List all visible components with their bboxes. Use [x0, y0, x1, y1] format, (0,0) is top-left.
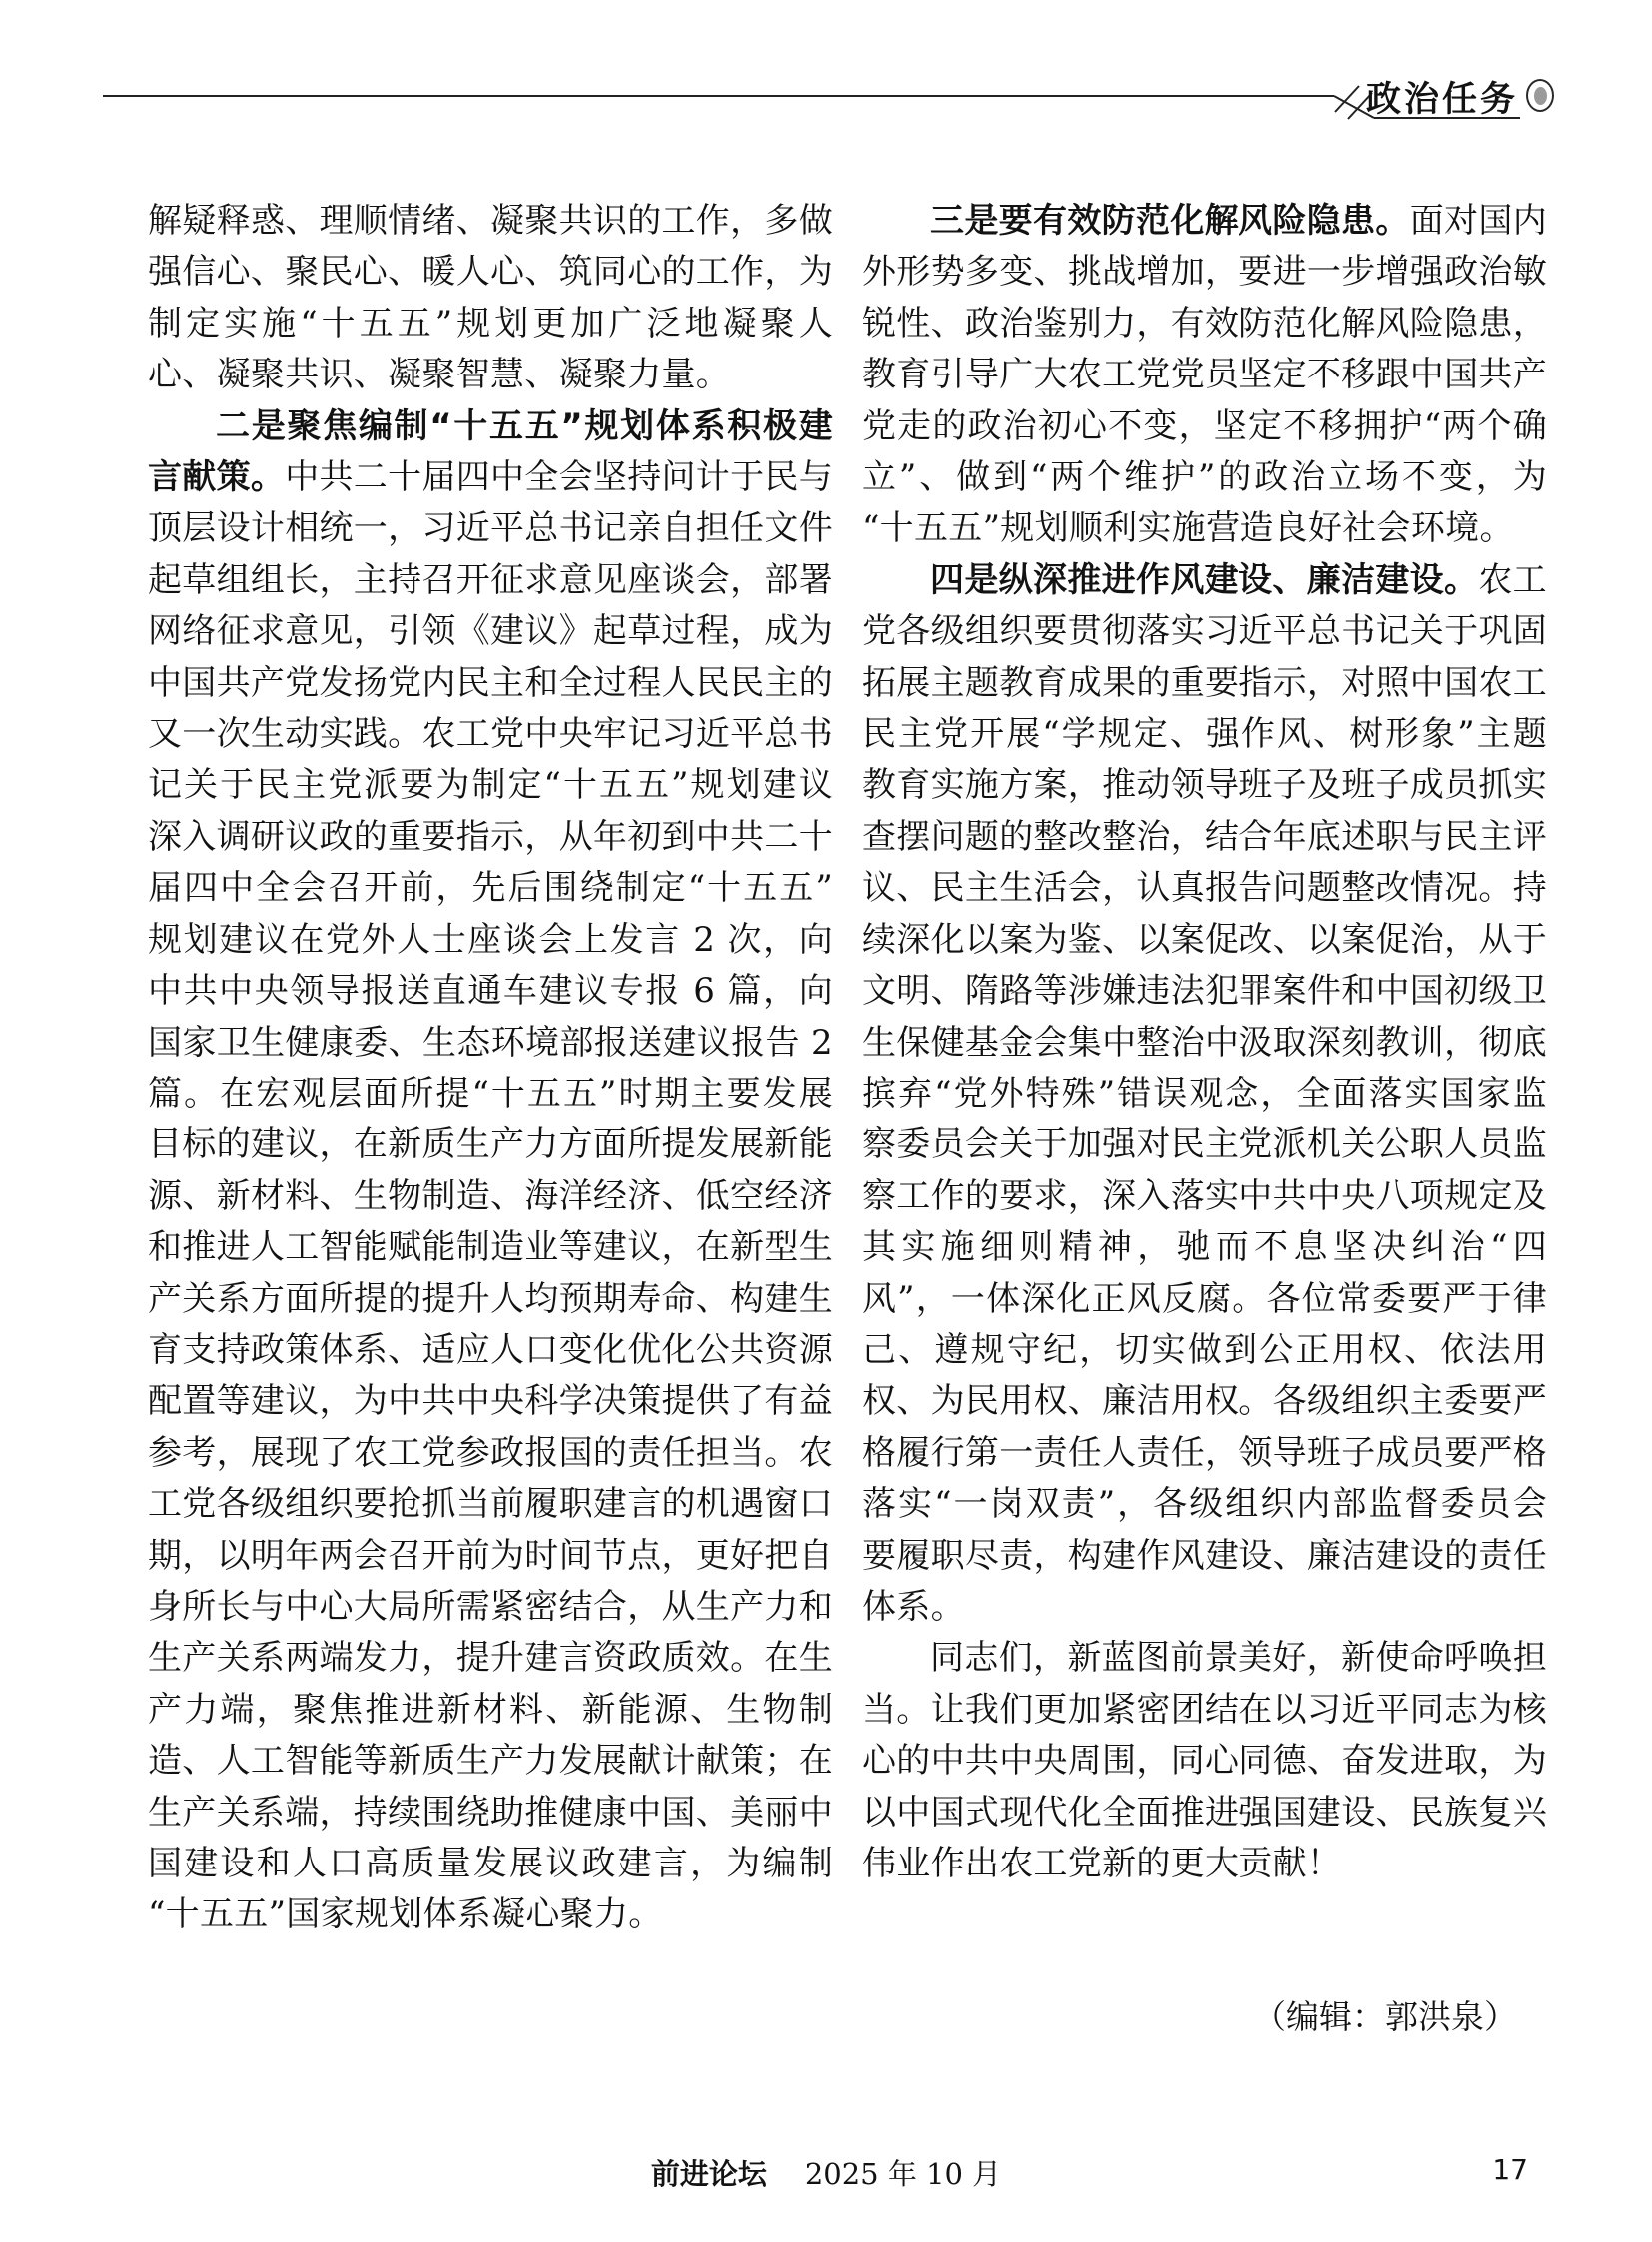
editor-note: （编辑：郭洪泉）	[1253, 1997, 1517, 2036]
paragraph: 三是要有效防范化解风险隐患。面对国内外形势多变、挑战增加，要进一步增强政治敏锐性、政治鉴别力，有效防范化解风险隐患，教育引导广大农工党党员坚定不移跟中国共产党走的政治初心不变，坚定不移拥护“两个确立”、做到“两个维护”的政治立场不变，为“十五五”规划顺利实施营造良好社会环境。	[862, 201, 1548, 549]
footer	[651, 2152, 1001, 2193]
article-column-right	[862, 196, 1547, 1889]
paragraph-lead: 二是聚焦编制“十五五”规划体系积极建言献策。	[148, 405, 833, 498]
paragraph-lead: 四是纵深推进作风建设、廉洁建设。	[930, 559, 1479, 600]
paragraph: 二是聚焦编制“十五五”规划体系积极建言献策。中共二十届四中全会坚持问计于民与顶层设计相统一，习近平总书记亲自担任文件起草组组长，主持召开征求意见座谈会，部署网络征求意见，引领《建议》起草过程，成为中国共产党发扬党内民主和全过程人民民主的又一次生动实践。农工党中央牢记习近平总书记关于民主党派要为制定“十五五”规划建议深入调研议政的重要指示，从年初到中共二十届四中全会召开前，先后围绕制定“十五五”规划建议在党外人士座谈会上发言 2 次，向中共中央领导报送直通车建议专报 6 篇，向国家卫生健康委、生态环境部报送建议报告 2 篇。在宏观层面所提“十五五”时期主要发展目标的建议，在新质生产力方面所提发展新能源、新材料、生物制造、海洋经济、低空经济和推进人工智能赋能制造业等建议，在新型生产关系方面所提的提升人均预期寿命、构建生育支持政策体系、适应人口变化优化公共资源配置等建议，为中共中央科学决策提供了有益参考，展现了农工党参政报国的责任担当。农工党各级组织要抢抓当前履职建言的机遇窗口期，以明年两会召开前为时间节点，更好把自身所长与中心大局所需紧密结合，从生产力和生产关系两端发力，提升建言资政质效。在生产力端，聚焦推进新材料、新能源、生物制造、人工智能等新质生产力发展献计献策；在生产关系端，持续围绕助推健康中国、美丽中国建设和人口高质量发展议政建言，为编制“十五五”国家规划体系凝心聚力。	[148, 405, 834, 1935]
paragraph: 同志们，新蓝图前景美好，新使命呼唤担当。让我们更加紧密团结在以习近平同志为核心的中共中央周围，同心同德、奋发进取，为以中国式现代化全面推进强国建设、民族复兴伟业作出农工党新的更大贡献！	[862, 1638, 1547, 1883]
paragraph-lead: 三是要有效防范化解风险隐患。	[930, 201, 1410, 241]
paragraph: 四是纵深推进作风建设、廉洁建设。农工党各级组织要贯彻落实习近平总书记关于巩固拓展主题教育成果的重要指示，对照中国农工民主党开展“学规定、强作风、树形象”主题教育实施方案，推动领导班子及班子成员抓实查摆问题的整改整治，结合年底述职与民主评议、民主生活会，认真报告问题整改情况。持续深化以案为鉴、以案促改、以案促治，从于文明、隋路等涉嫌违法犯罪案件和中国初级卫生保健基金会集中整治中汲取深刻教训，彻底摈弃“党外特殊”错误观念，全面落实国家监察委员会关于加强对民主党派机关公职人员监察工作的要求，深入落实中共中央八项规定及其实施细则精神，驰而不息坚决纠治“四风”，一体深化正风反腐。各位常委要严于律己、遵规守纪，切实做到公正用权、依法用权、为民用权、廉洁用权。各级组织主委要严格履行第一责任人责任，领导班子成员要严格落实“一岗双责”，各级组织内部监督委员会要履职尽责，构建作风建设、廉洁建设的责任体系。	[862, 559, 1547, 1627]
footer-page-number: 17	[1492, 2153, 1528, 2186]
footer-journal-name: 前进论坛	[650, 2157, 767, 2191]
section-bullet-dot	[1534, 87, 1547, 105]
section-bullet-icon	[1526, 79, 1554, 112]
article-column-left	[148, 196, 833, 1941]
section-label: 政治任务	[1365, 79, 1518, 120]
paragraph: 解疑释惑、理顺情绪、凝聚共识的工作，多做强信心、聚民心、暖人心、筑同心的工作，为制定实施“十五五”规划更加广泛地凝聚人心、凝聚共识、凝聚智慧、凝聚力量。	[148, 201, 833, 395]
footer-issue-date: 2025 年 10 月	[804, 2157, 1002, 2191]
